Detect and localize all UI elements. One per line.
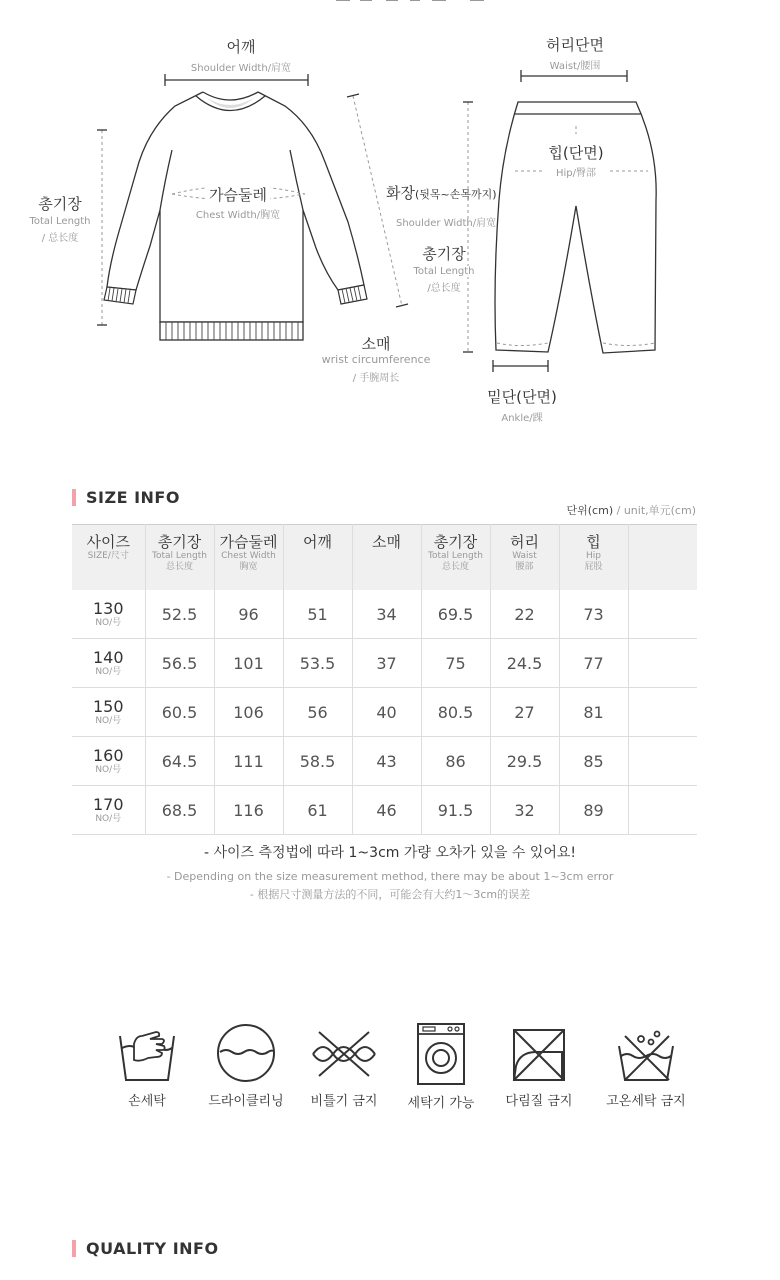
table-row bbox=[72, 737, 697, 786]
size-info-title: SIZE INFO bbox=[72, 488, 180, 507]
size-cell bbox=[72, 737, 145, 786]
care-label: 고온세탁 금지 bbox=[606, 1094, 686, 1109]
measurement-cell: 75 bbox=[421, 639, 490, 688]
measurement-cell: 22 bbox=[490, 590, 559, 639]
shoulder-label: 어깨 bbox=[226, 38, 256, 56]
column-header bbox=[421, 525, 490, 591]
column-header bbox=[490, 525, 559, 591]
table-row bbox=[72, 786, 697, 835]
care-label: 다림질 금지 bbox=[505, 1094, 573, 1109]
measurement-cell bbox=[628, 737, 697, 786]
measurement-cell: 86 bbox=[421, 737, 490, 786]
waist-label: 허리단면 bbox=[546, 36, 604, 54]
chest-label: 가슴둘레 bbox=[206, 184, 270, 205]
size-number: 170 bbox=[92, 794, 124, 814]
pants-length-sublabel-en: Total Length bbox=[413, 266, 475, 277]
measurement-note-ko: - 사이즈 측정법에 따라 1~3cm 가량 오차가 있을 수 있어요! bbox=[203, 845, 577, 861]
measurement-cell: 24.5 bbox=[490, 639, 559, 688]
measurement-cell: 53.5 bbox=[283, 639, 352, 688]
column-header bbox=[352, 525, 421, 591]
care-label: 세탁기 가능 bbox=[407, 1096, 475, 1111]
measurement-cell: 116 bbox=[214, 786, 283, 835]
column-header bbox=[145, 525, 214, 591]
column-header-cn: 屁股 bbox=[584, 562, 603, 572]
column-header bbox=[559, 525, 628, 591]
measurement-cell: 56.5 bbox=[145, 639, 214, 688]
measurement-cell bbox=[628, 688, 697, 737]
measurement-note-cn: - 根据尺寸测量方法的不同，可能会有大约1～3cm的误差 bbox=[249, 888, 531, 901]
column-header-cn: 腰部 bbox=[515, 562, 534, 572]
column-header-cn: 总长度 bbox=[165, 562, 193, 572]
measurement-cell: 101 bbox=[214, 639, 283, 688]
table-row bbox=[72, 688, 697, 737]
cuff-label: 소매 bbox=[361, 335, 391, 353]
quality-info-title: QUALITY INFO bbox=[72, 1239, 219, 1258]
hip-label: 힙(단면) bbox=[548, 144, 604, 162]
size-number: 150 bbox=[92, 696, 124, 716]
measurement-cell bbox=[628, 786, 697, 835]
pants-length-label: 총기장 bbox=[422, 245, 466, 263]
care-label: 손세탁 bbox=[128, 1094, 166, 1109]
waist-sublabel: Waist/腰围 bbox=[549, 61, 601, 72]
column-header-en: Chest Width bbox=[221, 551, 276, 561]
column-header bbox=[283, 525, 352, 591]
column-header-ko: 소매 bbox=[372, 533, 401, 551]
measurement-cell: 43 bbox=[352, 737, 421, 786]
size-unit: NO/号 bbox=[95, 666, 122, 677]
column-header-ko: 총기장 bbox=[433, 533, 478, 551]
dry-clean-icon bbox=[215, 1022, 277, 1084]
measurement-cell: 58.5 bbox=[283, 737, 352, 786]
sleeve-length-sublabel: Shoulder Width/肩宽 bbox=[396, 218, 497, 229]
accent-bar bbox=[72, 489, 76, 506]
measurement-cell: 40 bbox=[352, 688, 421, 737]
column-header-en: Hip bbox=[586, 551, 601, 561]
care-hand-wash bbox=[102, 1022, 192, 1109]
size-unit: NO/号 bbox=[95, 764, 122, 775]
measurement-cell: 85 bbox=[559, 737, 628, 786]
ankle-sublabel: Ankle/踝 bbox=[501, 413, 543, 424]
top-length-sublabel-en: Total Length bbox=[29, 216, 91, 227]
measurement-cell: 81 bbox=[559, 688, 628, 737]
measurement-cell: 106 bbox=[214, 688, 283, 737]
ankle-label: 밑단(단면) bbox=[487, 388, 557, 406]
no-wring-icon bbox=[309, 1022, 379, 1084]
hand-wash-icon bbox=[116, 1022, 178, 1084]
measurement-cell: 77 bbox=[559, 639, 628, 688]
unit-note: 단위(cm) / unit,单元(cm) bbox=[566, 504, 696, 517]
column-header-en: Total Length bbox=[152, 551, 207, 561]
sleeve-length-label bbox=[386, 182, 497, 203]
measurement-cell: 56 bbox=[283, 688, 352, 737]
measurement-cell: 60.5 bbox=[145, 688, 214, 737]
column-header-en: SIZE/尺寸 bbox=[87, 551, 129, 561]
size-table bbox=[72, 524, 697, 835]
care-label: 드라이클리닝 bbox=[208, 1094, 284, 1109]
column-header-cn: 总长度 bbox=[441, 562, 469, 572]
measurement-cell: 52.5 bbox=[145, 590, 214, 639]
measurement-cell: 89 bbox=[559, 786, 628, 835]
column-header-ko: 힙 bbox=[586, 533, 601, 551]
top-length-label: 총기장 bbox=[38, 195, 82, 213]
care-no-iron bbox=[494, 1022, 584, 1109]
no-iron-icon bbox=[506, 1022, 572, 1084]
size-cell bbox=[72, 590, 145, 639]
column-header-cn: 胸宽 bbox=[239, 562, 258, 572]
hip-sublabel: Hip/臀部 bbox=[556, 164, 596, 179]
measurement-note-en: - Depending on the size measurement method, there may be about 1~3cm error bbox=[166, 870, 614, 883]
measurement-cell: 91.5 bbox=[421, 786, 490, 835]
size-number: 130 bbox=[92, 598, 124, 618]
column-header bbox=[214, 525, 283, 591]
washing-machine-icon bbox=[415, 1022, 467, 1086]
measurement-cell: 51 bbox=[283, 590, 352, 639]
measurement-cell: 96 bbox=[214, 590, 283, 639]
measurement-cell: 69.5 bbox=[421, 590, 490, 639]
sleeve-length-sub: (뒷목~손목까지) bbox=[414, 188, 497, 201]
column-header-en: Waist bbox=[512, 551, 537, 561]
measurement-cell: 73 bbox=[559, 590, 628, 639]
measurement-cell: 68.5 bbox=[145, 786, 214, 835]
cuff-sublabel-en: wrist circumference bbox=[321, 353, 431, 366]
size-unit: NO/号 bbox=[95, 715, 122, 726]
care-no-wring bbox=[299, 1022, 389, 1109]
measurement-cell: 64.5 bbox=[145, 737, 214, 786]
top-length-sublabel-cn: / 总长度 bbox=[41, 233, 79, 244]
size-unit: NO/号 bbox=[95, 617, 122, 628]
measurement-cell: 80.5 bbox=[421, 688, 490, 737]
column-header-ko: 허리 bbox=[510, 533, 539, 551]
pants-length-sublabel-cn: /总长度 bbox=[427, 279, 460, 294]
accent-bar bbox=[72, 1240, 76, 1257]
size-unit: NO/号 bbox=[95, 813, 122, 824]
column-header-en: Total Length bbox=[428, 551, 483, 561]
measurement-cell: 37 bbox=[352, 639, 421, 688]
measurement-cell: 61 bbox=[283, 786, 352, 835]
measurement-cell: 27 bbox=[490, 688, 559, 737]
column-header-ko: 총기장 bbox=[157, 533, 202, 551]
care-label: 비틀기 금지 bbox=[310, 1094, 378, 1109]
column-header-ko: 사이즈 bbox=[86, 533, 130, 551]
size-table-body bbox=[72, 590, 697, 835]
size-cell bbox=[72, 786, 145, 835]
column-header bbox=[628, 525, 697, 591]
table-row bbox=[72, 590, 697, 639]
size-number: 160 bbox=[92, 745, 124, 765]
size-number: 140 bbox=[92, 647, 124, 667]
measurement-cell: 34 bbox=[352, 590, 421, 639]
chest-sublabel: Chest Width/胸宽 bbox=[195, 210, 281, 221]
table-row bbox=[72, 639, 697, 688]
shoulder-sublabel: Shoulder Width/肩宽 bbox=[190, 63, 292, 74]
size-cell bbox=[72, 639, 145, 688]
measurement-cell: 46 bbox=[352, 786, 421, 835]
care-no-hot-wash bbox=[601, 1022, 691, 1109]
size-cell bbox=[72, 688, 145, 737]
measurement-cell: 111 bbox=[214, 737, 283, 786]
care-washing-machine bbox=[396, 1022, 486, 1111]
measurement-cell: 29.5 bbox=[490, 737, 559, 786]
column-header bbox=[72, 525, 145, 591]
column-header-ko: 어깨 bbox=[303, 533, 332, 551]
cuff-sublabel-cn: / 手腕周长 bbox=[352, 373, 400, 384]
column-header-ko: 가슴둘레 bbox=[219, 533, 278, 551]
measurement-cell bbox=[628, 590, 697, 639]
size-table-header bbox=[72, 525, 697, 591]
no-hot-wash-icon bbox=[613, 1022, 679, 1084]
sleeve-length-title: 화장 bbox=[386, 184, 415, 202]
measurement-cell: 32 bbox=[490, 786, 559, 835]
care-dry-clean bbox=[201, 1022, 291, 1109]
measurement-cell bbox=[628, 639, 697, 688]
